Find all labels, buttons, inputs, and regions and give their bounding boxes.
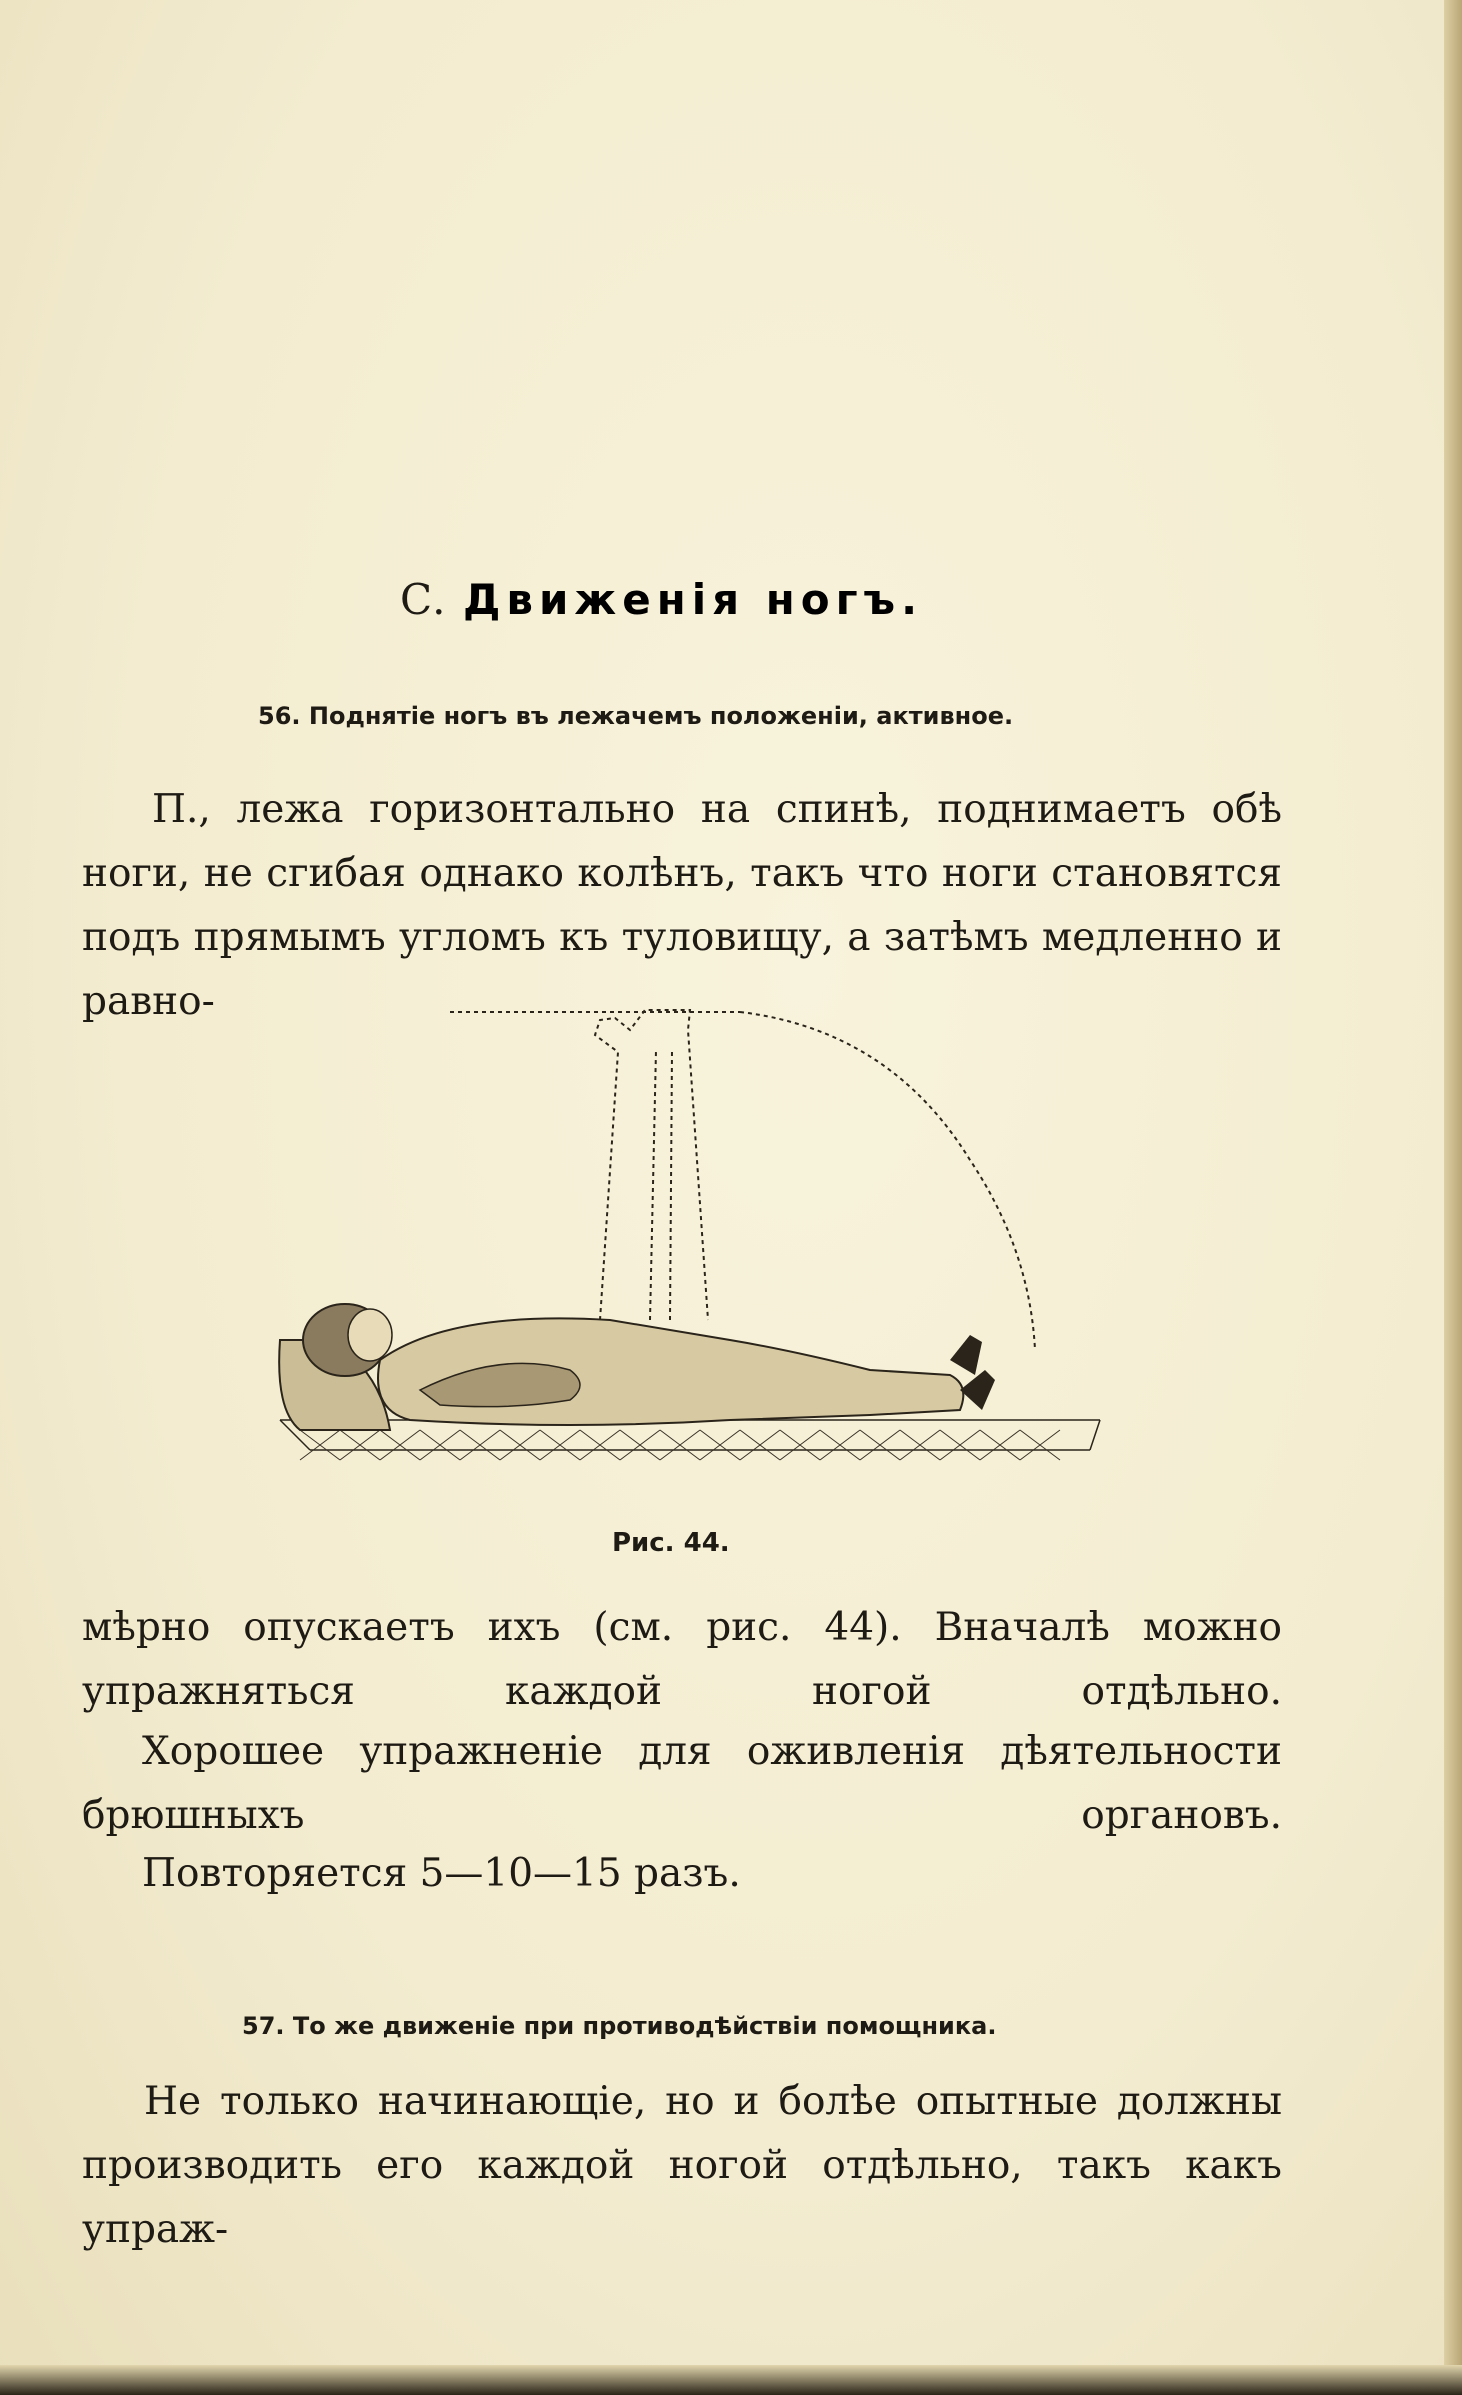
figure-44-illustration bbox=[270, 990, 1120, 1530]
section-title bbox=[400, 575, 960, 625]
page-bottom-shadow bbox=[0, 2365, 1462, 2395]
exercise-56-paragraph-1: П., лежа горизонтально на спинѣ, поднимаетъ обѣ ноги, не сгибая однако колѣнъ, такъ что ноги становятся подъ прямымъ угломъ къ туловищу, а затѣмъ медленно и равно- bbox=[82, 787, 1282, 1024]
exercise-56-paragraph-2: мѣрно опускаетъ ихъ (см. рис. 44). Вначалѣ можно упражняться каждой ногой отдѣльно. bbox=[82, 1605, 1282, 1714]
figure-caption: Рис. 44. bbox=[612, 1528, 730, 1558]
page-edge-shadow bbox=[1444, 0, 1462, 2395]
section-words: Движенія ногъ. bbox=[463, 575, 924, 624]
section-letter: С. bbox=[400, 575, 446, 624]
exercise-56-paragraph-4: Повторяется 5—10—15 разъ. bbox=[142, 1851, 741, 1896]
exercise-56-paragraph-3: Хорошее упражненіе для оживленія дѣятельности брюшныхъ органовъ. bbox=[82, 1729, 1282, 1838]
exercise-57-heading: 57. То же движеніе при противодѣйствіи помощника. bbox=[242, 2012, 997, 2040]
exercise-56-heading: 56. Поднятіе ногъ въ лежачемъ положеніи, активное. bbox=[258, 702, 1014, 730]
exercise-57-paragraph-1: Не только начинающіе, но и болѣе опытные должны производить его каждой ногой отдѣльно, такъ какъ упраж- bbox=[82, 2079, 1282, 2252]
